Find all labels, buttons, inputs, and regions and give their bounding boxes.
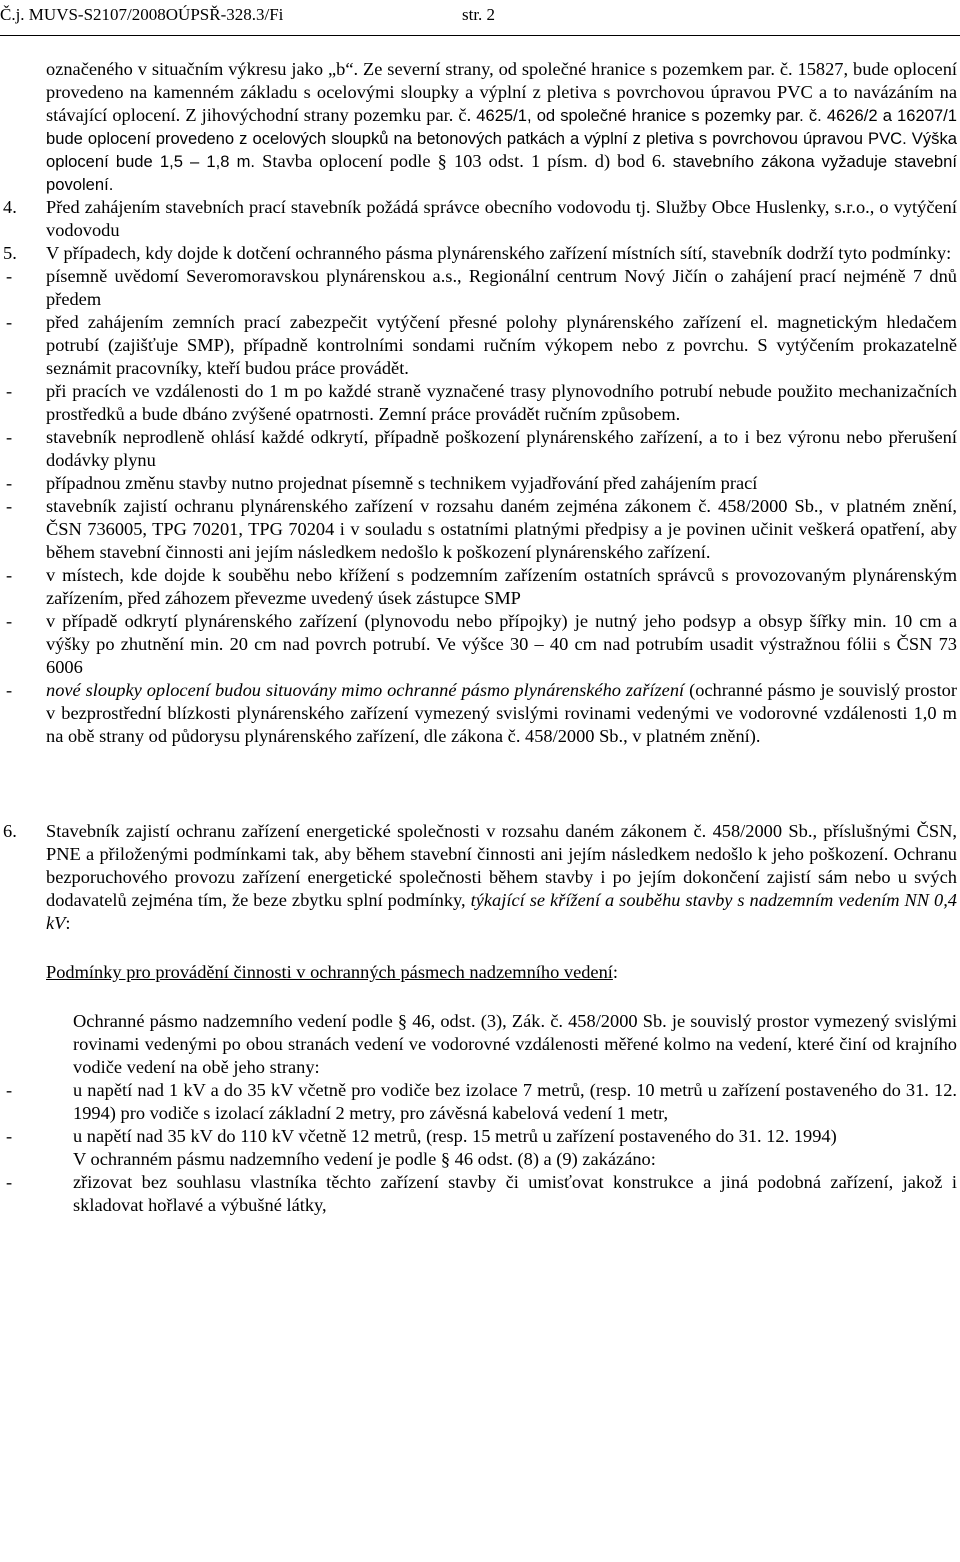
conditions-bullets xyxy=(3,1079,957,1148)
item-4 xyxy=(3,196,957,242)
list-item: - v místech, kde dojde k souběhu nebo křížení s podzemním zařízením ostatních správců s provozovaným plynárenským zařízením, před záhozem převezme uvedený úsek zástupce SMP xyxy=(6,565,957,608)
page-number: str. 2 xyxy=(462,5,496,24)
list-item: - nové sloupky oplocení budou situovány mimo ochranné pásmo plynárenského zařízení (ochranné pásmo je souvislý prostor v bezprostřední blízkosti plynárenského zařízení vymezený svislými rovinami vedenými ve vodorovné vzdálenosti 1,0 m na obě strany od půdorysu plynárenského zařízení, dle zákona č. 458/2000 Sb., v platném znění). xyxy=(6,680,957,746)
item-6 xyxy=(3,820,957,935)
intro-tail-sans: stavebního zákona vyžaduje stavební povolení. xyxy=(46,152,958,194)
italic-text: nové sloupky oplocení budou situovány mimo ochranné pásmo plynárenského zařízení xyxy=(46,680,685,700)
list-item: - před zahájením zemních prací zabezpečit vytýčení přesné polohy plynárenského zařízení el. magnetickým hledačem potrubí (zajišťuje SMP), případně kontrolními sondami ručním výkopem nebo z povrchu. S vytýčením prokazatelně seznámit pracovníky, kteří budou práce provádět. xyxy=(6,312,957,378)
list-item: - při pracích ve vzdálenosti do 1 m po každé straně vyznačené trasy plynovodního potrubí nebude použito mechanizačních prostředků a bude dbáno zvýšené opatrnosti. Zemní práce provádět ručním způsobem. xyxy=(6,381,957,424)
intro-paragraph xyxy=(3,58,957,196)
list-item: - u napětí nad 35 kV do 110 kV včetně 12 metrů, (resp. 15 metrů u zařízení postaveného do 31. 12. 1994) xyxy=(6,1126,837,1146)
page-header xyxy=(0,0,960,36)
document-body xyxy=(3,58,957,1217)
item-text: Stavebník zajistí ochranu zařízení energetické společnosti v rozsahu daném zákonem č. 458/2000 Sb., příslušnými ČSN, PNE a přiloženými podmínkami tak, aby během stavební činnosti ani jejím následkem nedošlo k jeho poškození. Ochranu bezporuchového provozu zařízení energetické společnosti během stavby i po jejím dokončení zajistí sám nebo u svých dodavatelů zejména tím, že beze zbytku splní podmínky, týkající se křížení a souběhu stavby s nadzemním vedením NN 0,4 kV: xyxy=(46,821,957,933)
item-number: 4. xyxy=(3,197,17,217)
item-5 xyxy=(3,242,957,265)
item-text: V případech, kdy dojde k dotčení ochranného pásma plynárenského zařízení místních sítí, stavebník dodrží tyto podmínky: xyxy=(46,243,952,263)
list-item: - v případě odkrytí plynárenského zařízení (plynovodu nebo přípojky) je nutný jeho podsyp a obsyp šířky min. 10 cm a výšky po zhutnění min. 20 cm nad povrch potrubí. Ve výšce 30 – 40 cm nad potrubím usadit výstražnou fólii s ČSN 73 6006 xyxy=(6,611,957,677)
intro-text: označeného v situačním výkresu jako „b“. Ze severní strany, od společné hranice s pozemkem par. č. 15827, bude oplocení provedeno na kamenném základu s ocelovými sloupky a výplní z pletiva s povrchovou úpravou PVC a to navázáním na stávající oplocení. Z jihovýchodní strany pozemku par. č. xyxy=(46,59,957,125)
list-item: - stavebník zajistí ochranu plynárenského zařízení v rozsahu daném zejména zákonem č. 458/2000 Sb., v platném znění, ČSN 736005, TPG 70201, TPG 70204 i v souladu s ostatními platnými předpisy a je povinen učinit veškerá opatření, aby během stavební činnosti ani jejím následkem nedošlo k poškození plynárenského zařízení. xyxy=(6,496,957,562)
item-number: 6. xyxy=(3,821,17,841)
list-item: - zřizovat bez souhlasu vlastníka těchto zařízení stavby či umisťovat konstrukce a jiná podobná zařízení, jakož i skladovat hořlavé a výbušné látky, xyxy=(6,1172,957,1215)
prohibited-bullets xyxy=(3,1171,957,1217)
intro-text-sans: 4625/1, od společné hranice s pozemky par. č. 4626/2 a 16207/1 bude oplocení provedeno z ocelových sloupků na betonových patkách a výplní z pletiva s povrchovou úpravou PVC. Výška oplocení bude 1,5 – 1,8 m. xyxy=(46,106,957,171)
prohibited-heading: V ochranném pásmu nadzemního vedení je podle § 46 odst. (8) a (9) zakázáno: xyxy=(73,1149,656,1169)
conditions-intro: Ochranné pásmo nadzemního vedení podle § 46, odst. (3), Zák. č. 458/2000 Sb. je souvislý prostor vymezený svislými rovinami vedenými po obou stranách vedení ve vodorovné vzdálenosti měřené kolmo na vedení, které činí od krajního vodiče vedení na obě jeho strany: xyxy=(73,1011,957,1077)
list-item: - případnou změnu stavby nutno projednat písemně s technikem vyjadřování před zahájením prací xyxy=(6,473,758,493)
conditions-heading: Podmínky pro provádění činnosti v ochranných pásmech nadzemního vedení: xyxy=(46,962,619,982)
item-text: Před zahájením stavebních prací stavebník požádá správce obecního vodovodu tj. Služby Obce Huslenky, s.r.o., o vytýčení vodovodu xyxy=(46,197,957,240)
intro-tail: Stavba oplocení podle § 103 odst. 1 písm. d) bod 6. xyxy=(255,151,673,171)
item-5-bullets xyxy=(3,265,957,748)
list-item: - písemně uvědomí Severomoravskou plynárenskou a.s., Regionální centrum Nový Jičín o zahájení prací nejméně 7 dnů předem xyxy=(6,266,957,309)
item-number: 5. xyxy=(3,243,17,263)
list-item: - u napětí nad 1 kV a do 35 kV včetně pro vodiče bez izolace 7 metrů, (resp. 10 metrů u zařízení postaveného do 31. 12. 1994) pro vodiče s izolací základní 2 metry, pro závěsná kabelová vedení 1 metr, xyxy=(6,1080,957,1123)
list-item: - stavebník neprodleně ohlásí každé odkrytí, případně poškození plynárenského zařízení, a to i bez výronu nebo přerušení dodávky plynu xyxy=(6,427,957,470)
document-reference: Č.j. MUVS-S2107/2008OÚPSŘ-328.3/Fi xyxy=(0,5,284,24)
